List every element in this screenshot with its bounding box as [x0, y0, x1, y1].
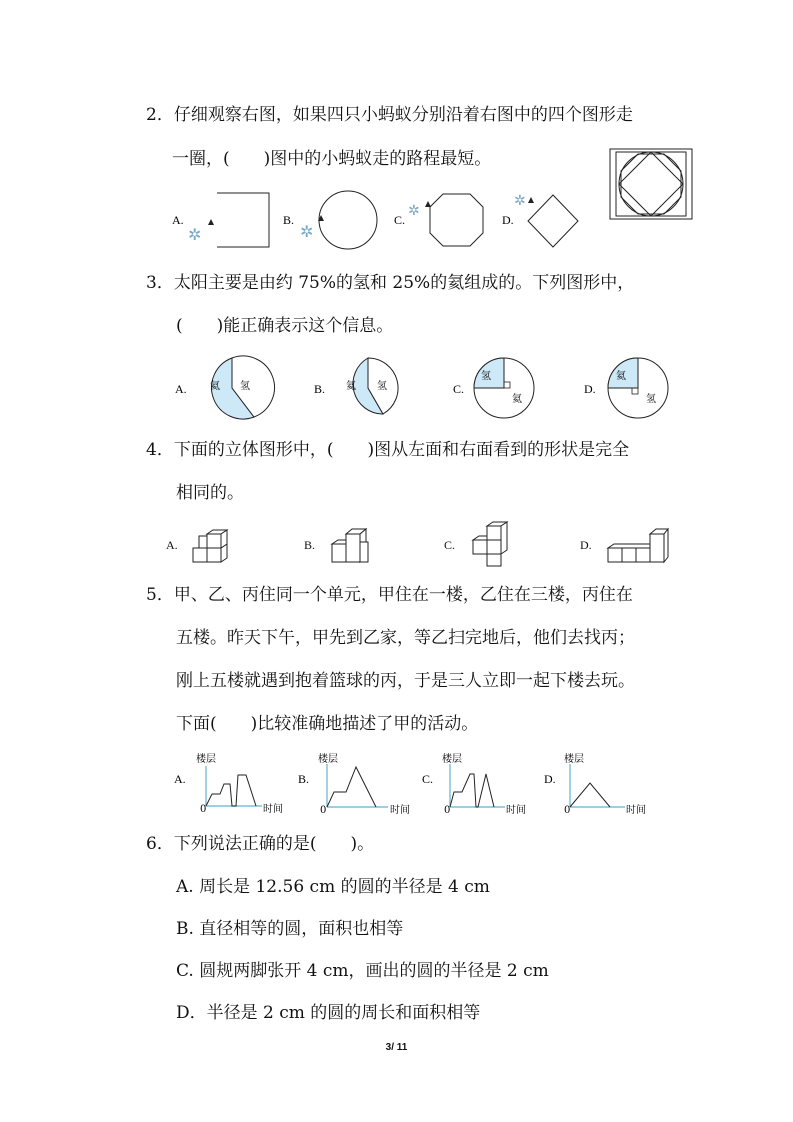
q5-option-c-ylabel: 楼层 — [442, 754, 462, 765]
q5-option-b-ylabel: 楼层 — [318, 754, 338, 765]
q3-option-a — [175, 356, 274, 419]
q5-stem-line4: 下面( )比较准确地描述了甲的活动。 — [176, 714, 479, 734]
q4-option-b-label: B. — [304, 538, 316, 552]
q5-stem-line2: 五楼。昨天下午，甲先到乙家，等乙扫完地后，他们去找丙； — [176, 628, 635, 648]
q5-option-c-label: C. — [422, 772, 434, 786]
q2-options-figure — [170, 185, 690, 253]
q3-option-a-helium: 氦 — [210, 381, 220, 392]
q5-option-a-xlabel: 时间 — [263, 804, 283, 815]
q5-option-c-origin: 0 — [444, 805, 451, 816]
q2-option-b-label: B. — [283, 213, 295, 227]
q5-option-d-xlabel: 时间 — [626, 805, 646, 816]
q2-stem-line2: 一圈，( )图中的小蚂蚁走的路程最短。 — [172, 149, 492, 169]
q4-option-a — [166, 530, 227, 562]
q4-option-d — [580, 529, 668, 562]
q4-stem-line1: 4．下面的立体图形中，( )图从左面和右面看到的形状是完全 — [146, 440, 630, 460]
q3-option-c — [453, 358, 534, 418]
q3-option-d — [584, 358, 668, 418]
q3-option-a-hydrogen: 氢 — [240, 381, 250, 392]
q3-option-c-label: C. — [453, 382, 465, 396]
q6-option-d: D．半径是 2 cm 的圆的周长和面积相等 — [176, 1003, 481, 1023]
q3-stem-line1: 3．太阳主要是由约 75%的氢和 25%的氦组成的。下列图形中， — [146, 273, 635, 293]
q4-option-d-label: D. — [580, 538, 592, 552]
q2-option-d-label: D. — [502, 213, 514, 227]
q5-option-a-label: A. — [174, 772, 186, 786]
q5-option-d-origin: 0 — [564, 805, 571, 816]
q2-option-c — [394, 194, 483, 246]
q2-stem-line1: 2．仔细观察右图，如果四只小蚂蚁分别沿着右图中的四个图形走 — [146, 105, 633, 125]
ant-icon: ✲ — [514, 193, 526, 209]
q5-option-b-xlabel: 时间 — [390, 805, 410, 816]
q5-option-a-ylabel: 楼层 — [196, 754, 216, 765]
q6-option-b: B. 直径相等的圆，面积也相等 — [176, 919, 404, 939]
q5-option-d — [544, 752, 646, 816]
q5-option-c — [422, 752, 526, 816]
q2-option-a-label: A. — [172, 213, 184, 227]
q5-option-a — [174, 752, 283, 815]
q4-option-c-label: C. — [444, 538, 456, 552]
q5-option-c-xlabel: 时间 — [506, 805, 526, 816]
ant-icon: ✲ — [188, 225, 202, 244]
q3-option-d-hydrogen: 氢 — [646, 394, 656, 405]
page-number: 3/ 11 — [385, 1042, 408, 1053]
q3-options-figure — [170, 352, 690, 424]
q5-option-b-label: B. — [298, 772, 310, 786]
q6-option-c: C. 圆规两脚张开 4 cm，画出的圆的半径是 2 cm — [176, 961, 549, 981]
q2-option-d — [502, 193, 578, 247]
q3-option-c-hydrogen: 氢 — [481, 371, 491, 382]
q3-option-b — [314, 358, 398, 414]
q3-option-b-helium: 氦 — [346, 381, 356, 392]
q5-option-b — [298, 752, 410, 816]
q5-options-figure — [170, 750, 680, 818]
q2-option-a — [172, 193, 269, 247]
q3-stem-line2: ( )能正确表示这个信息。 — [176, 316, 394, 336]
q3-option-b-hydrogen: 氢 — [377, 381, 387, 392]
q3-option-b-label: B. — [314, 382, 326, 396]
q4-options-figure — [160, 516, 680, 568]
q6-option-a: A. 周长是 12.56 cm 的圆的半径是 4 cm — [176, 877, 490, 897]
q5-option-d-ylabel: 楼层 — [564, 754, 584, 765]
q2-option-b — [283, 191, 377, 249]
ant-icon: ✲ — [408, 203, 420, 219]
q6-stem: 6．下列说法正确的是( )。 — [146, 834, 375, 854]
q4-stem-line2: 相同的。 — [176, 483, 244, 503]
q3-option-a-label: A. — [175, 382, 187, 396]
q3-option-d-helium: 氦 — [616, 371, 626, 382]
q5-stem-line3: 刚上五楼就遇到抱着篮球的丙，于是三人立即一起下楼去玩。 — [176, 671, 635, 691]
q5-option-d-label: D. — [544, 772, 556, 786]
ant-icon: ✲ — [300, 222, 314, 241]
q3-option-d-label: D. — [584, 382, 596, 396]
q4-option-b — [304, 529, 368, 562]
q4-option-c — [444, 522, 507, 566]
q4-option-a-label: A. — [166, 538, 178, 552]
q5-stem-line1: 5．甲、乙、丙住同一个单元，甲住在一楼，乙住在三楼，丙住在 — [146, 585, 633, 605]
q5-option-a-origin: 0 — [200, 804, 207, 815]
q2-option-c-label: C. — [394, 213, 406, 227]
q3-option-c-helium: 氦 — [512, 394, 522, 405]
q5-option-b-origin: 0 — [320, 805, 327, 816]
